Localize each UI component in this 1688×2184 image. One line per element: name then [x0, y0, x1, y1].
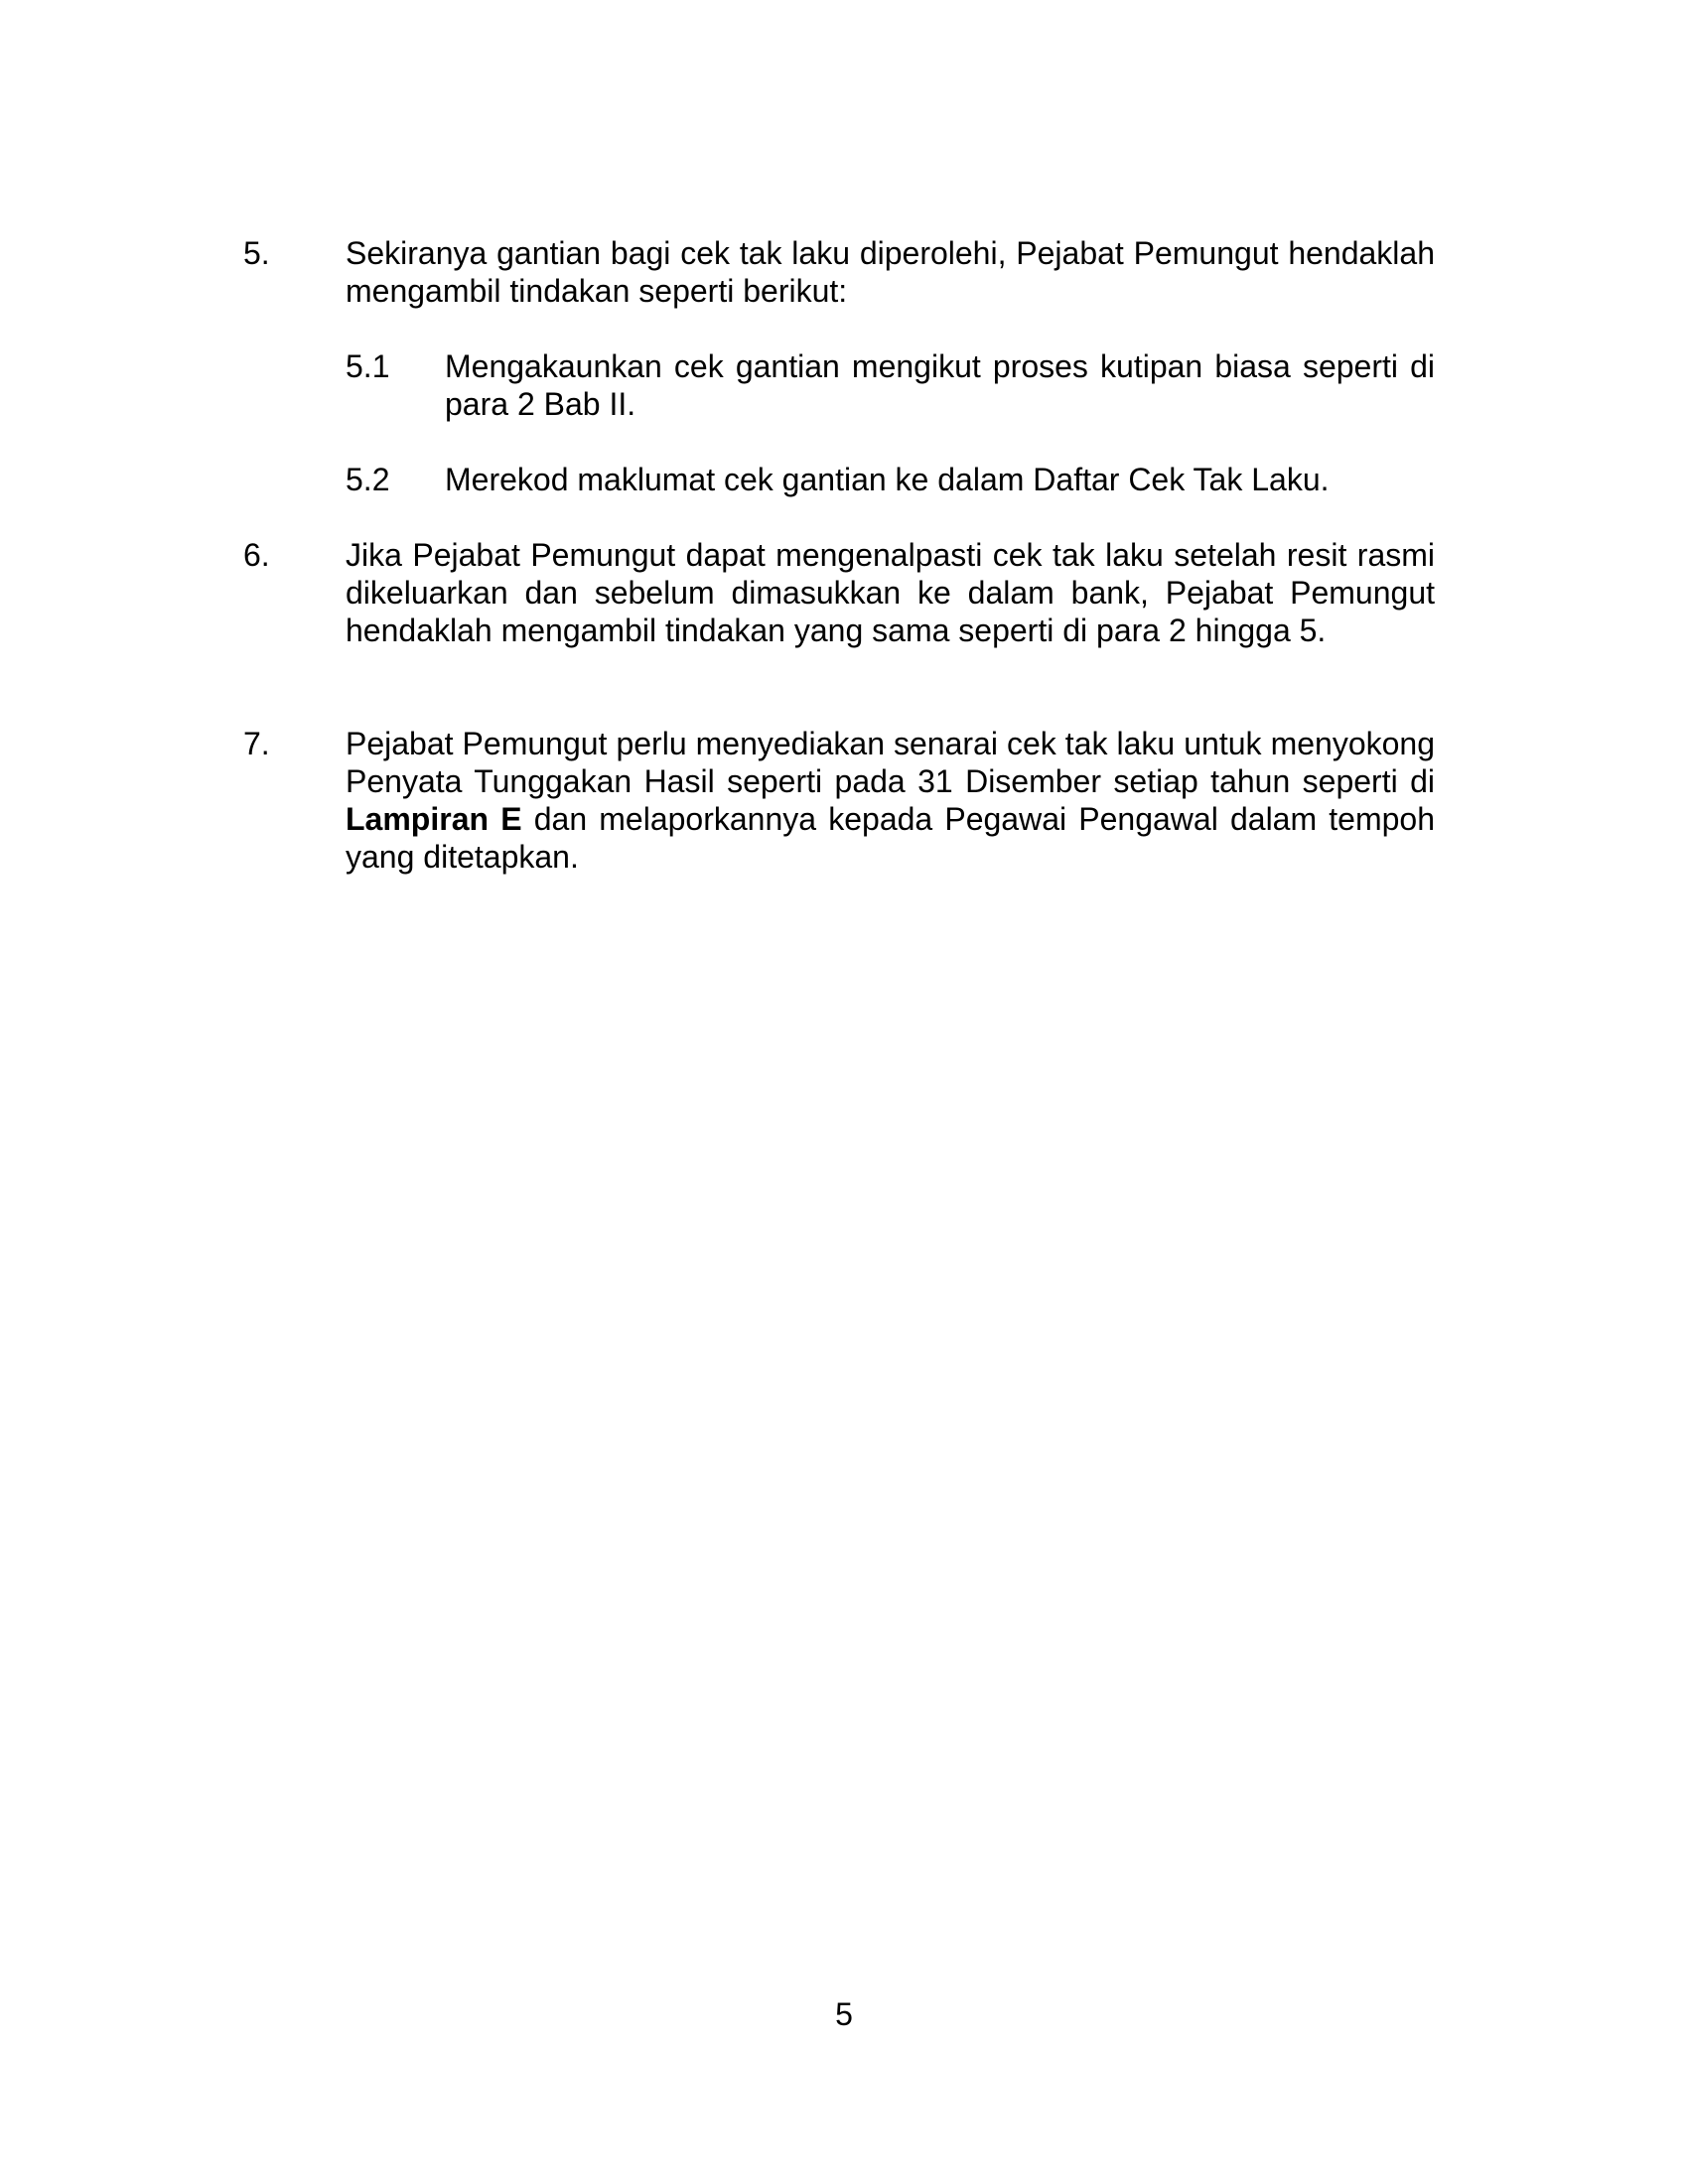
paragraph-number: 6. [243, 537, 270, 573]
paragraph-text: Jika Pejabat Pemungut dapat mengenalpasti cek tak laku setelah resit rasmi dikeluarkan dan sebelum dimasukkan ke dalam bank, Pejabat Pemungut hendaklah mengambil tindakan yang sama seperti di para 2 hingga 5. [346, 537, 1435, 648]
paragraph-text: Merekod maklumat cek gantian ke dalam Daftar Cek Tak Laku. [445, 462, 1330, 497]
paragraph-text [346, 725, 1435, 876]
paragraph-number: 5.1 [346, 348, 390, 384]
paragraph-text-after: dan melaporkannya kepada Pegawai Pengawal dalam tempoh yang ditetapkan. [346, 801, 1436, 875]
paragraph-text: Sekiranya gantian bagi cek tak laku diperolehi, Pejabat Pemungut hendaklah mengambil tindakan seperti berikut: [346, 235, 1435, 309]
lampiran-reference: Lampiran E [346, 801, 522, 837]
paragraph-text: Mengakaunkan cek gantian mengikut proses kutipan biasa seperti di para 2 Bab II. [445, 348, 1435, 422]
paragraph-number: 5.2 [346, 462, 390, 497]
paragraph-number: 7. [243, 726, 270, 761]
paragraph-text-before: Pejabat Pemungut perlu menyediakan senarai cek tak laku untuk menyokong Penyata Tunggakan Hasil seperti pada 31 Disember setiap tahun seperti di [346, 726, 1435, 799]
page-number: 5 [835, 1996, 853, 2032]
paragraph-number: 5. [243, 235, 270, 271]
